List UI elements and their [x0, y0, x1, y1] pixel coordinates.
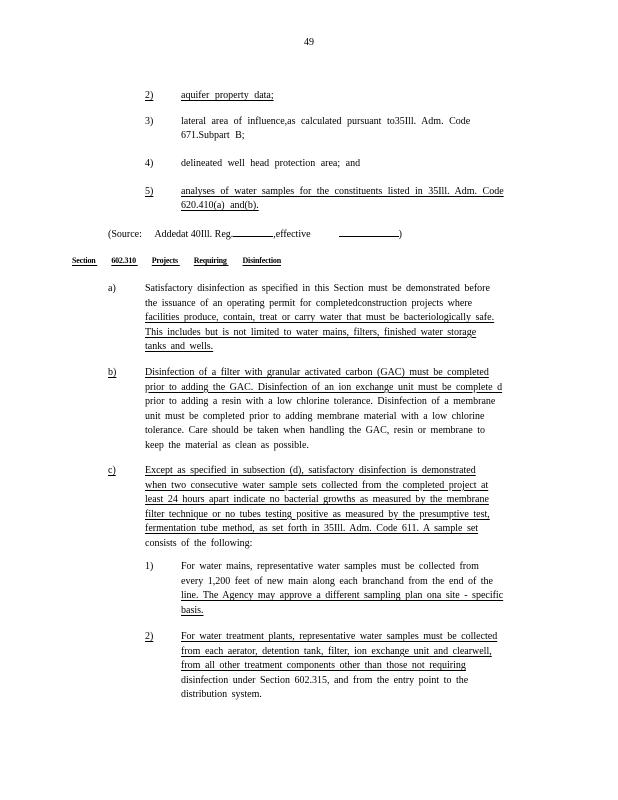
list-item-label: 2) — [145, 90, 154, 101]
source-open: (Source: — [108, 229, 142, 240]
list-item-label: 3) — [145, 116, 154, 127]
paragraph-label: c) — [108, 465, 116, 476]
section-title-word: Disinfection — [242, 256, 281, 265]
sub-item-line: line. The Agency may approve a different sampling plan ona site - specific — [181, 590, 504, 601]
sub-item-label: 2) — [145, 631, 154, 642]
list-item-label: 5) — [145, 186, 154, 197]
paragraph-line: prior to adding a resin with a low chlorine tolerance. Disinfection of a membrane — [145, 396, 496, 407]
paragraph-line: This includes but is not limited to water mains, filters, finished water storage — [145, 326, 477, 338]
paragraph-label: b) — [108, 367, 117, 378]
paragraph-line: keep the material as clean as possible. — [145, 439, 309, 451]
paragraph-line: consists of the following: — [145, 537, 253, 549]
list-item-text: 671.Subpart B; — [181, 130, 245, 141]
paragraph-line: facilities produce, contain, treat or carry water that must be bacteriologically safe. — [145, 312, 495, 323]
section-title-word: Projects — [151, 256, 178, 265]
sub-item-line: from all other treatment components other than those not requiring — [181, 660, 466, 671]
list-item-text: aquifer property data; — [181, 90, 274, 101]
paragraph-line: filter technique or no tubes testing positive as measured by the presumptive test, — [145, 508, 490, 520]
source-effective: ,effective — [273, 229, 311, 240]
sub-item-line: For water mains, representative water samples must be collected from — [181, 561, 479, 572]
paragraph-line: when two consecutive water sample sets collected from the completed project at — [145, 479, 489, 491]
section-number: 602.310 — [111, 256, 136, 265]
paragraph-line: tolerance. Care should be taken when handling the GAC, resin or membrane to — [145, 425, 486, 436]
sub-item-2 — [181, 630, 541, 703]
page-number: 49 — [304, 37, 314, 48]
paragraph-a — [145, 282, 533, 355]
paragraph-line: the issuance of an operating permit for completedconstruction projects where — [145, 297, 473, 309]
source-note — [108, 226, 402, 243]
source-added: Addedat 40Ill. Reg. — [154, 229, 234, 240]
sub-item-line: disinfection under Section 602.315, and from the entry point to the — [181, 674, 469, 686]
blank-line — [233, 226, 273, 237]
list-item-text: lateral area of influence,as calculated pursuant to35Ill. Adm. Code — [181, 116, 471, 127]
sub-item-line: basis. — [181, 604, 204, 616]
list-item-text: delineated well head protection area; and — [181, 158, 361, 169]
source-close: ) — [398, 229, 402, 240]
blank-line — [339, 226, 399, 237]
paragraph-line: fermentation tube method, as set forth in 35Ill. Adm. Code 611. A sample set — [145, 523, 479, 534]
paragraph-b — [145, 366, 533, 453]
sub-item-line: For water treatment plants, representative water samples must be collected — [181, 631, 498, 642]
paragraph-line: prior to adding the GAC. Disinfection of an ion exchange unit must be complete d — [145, 381, 503, 393]
sub-item-label: 1) — [145, 561, 154, 572]
section-label: Section — [72, 256, 96, 265]
paragraph-line: least 24 hours apart indicate no bacterial growths as measured by the membrane — [145, 494, 489, 505]
paragraph-line: Except as specified in subsection (d), satisfactory disinfection is demonstrated — [145, 465, 476, 476]
list-item-text: 620.410(a) and(b). — [181, 200, 259, 211]
list-item-label: 4) — [145, 158, 154, 169]
paragraph-label: a) — [108, 283, 116, 294]
section-heading — [72, 254, 311, 269]
paragraph-line: Satisfactory disinfection as specified in this Section must be demonstrated before — [145, 283, 490, 294]
paragraph-c — [145, 464, 533, 551]
heading-underline-tail — [281, 254, 311, 269]
paragraph-line: tanks and wells. — [145, 341, 214, 352]
list-item-text: analyses of water samples for the constituents listed in 35Ill. Adm. Code — [181, 186, 504, 197]
sub-item-1 — [181, 560, 541, 618]
paragraph-line: unit must be completed prior to adding membrane material with a low chlorine — [145, 410, 485, 422]
paragraph-line: Disinfection of a filter with granular activated carbon (GAC) must be completed — [145, 367, 489, 378]
sub-item-line: from each aerator, detention tank, filter, ion exchange unit and clearwell, — [181, 645, 492, 657]
sub-item-line: distribution system. — [181, 689, 262, 700]
sub-item-line: every 1,200 feet of new main along each branchand from the end of the — [181, 575, 493, 587]
section-title-word: Requiring — [193, 256, 227, 265]
